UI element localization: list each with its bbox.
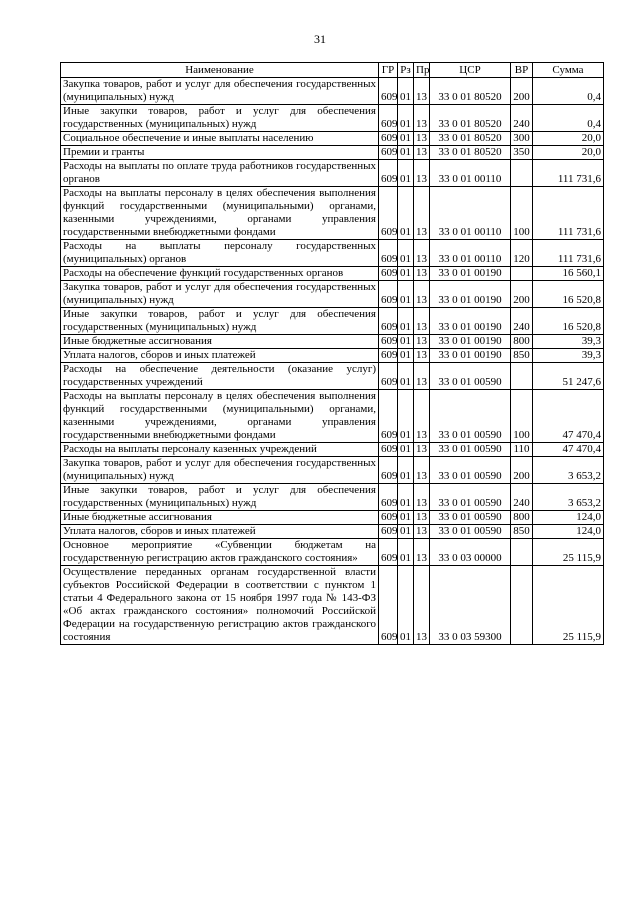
row-rz-cell: 01 xyxy=(398,308,414,335)
row-vr-cell: 200 xyxy=(511,281,533,308)
row-sum-cell: 20,0 xyxy=(533,146,604,160)
row-name-cell: Осуществление переданных органам государственной власти субъектов Российской Федерации в соответствии с пунктом 1 статьи 4 Федерального закона от 15 ноября 1997 года № 143-ФЗ «Об актах гражданского состояния» полномочий Российской Федерации на государственную регистрацию актов гражданского состояния xyxy=(61,566,379,645)
row-pr-cell: 13 xyxy=(414,160,430,187)
row-pr-cell: 13 xyxy=(414,187,430,240)
row-gr-cell: 609 xyxy=(379,281,398,308)
row-csr-cell: 33 0 01 00110 xyxy=(430,160,511,187)
page-number: 31 xyxy=(314,32,326,46)
row-pr-cell: 13 xyxy=(414,457,430,484)
row-csr-cell: 33 0 01 00590 xyxy=(430,390,511,443)
row-rz-cell: 01 xyxy=(398,187,414,240)
row-rz-cell: 01 xyxy=(398,363,414,390)
row-csr-cell: 33 0 03 00000 xyxy=(430,539,511,566)
row-csr-cell: 33 0 01 00590 xyxy=(430,484,511,511)
row-rz-cell: 01 xyxy=(398,390,414,443)
row-name-cell: Расходы на выплаты по оплате труда работников государственных органов xyxy=(61,160,379,187)
row-rz-cell: 01 xyxy=(398,105,414,132)
row-vr-cell: 850 xyxy=(511,525,533,539)
row-gr-cell: 609 xyxy=(379,511,398,525)
row-csr-cell: 33 0 01 00110 xyxy=(430,240,511,267)
header-row xyxy=(61,63,604,78)
row-sum-cell: 111 731,6 xyxy=(533,240,604,267)
row-gr-cell: 609 xyxy=(379,335,398,349)
row-sum-cell: 3 653,2 xyxy=(533,457,604,484)
row-csr-cell: 33 0 03 59300 xyxy=(430,566,511,645)
row-name-cell: Расходы на выплаты персоналу в целях обеспечения выполнения функций государственными (муниципальными) органами, казенными учреждениями, органами управления государственными внебюджетными фондами xyxy=(61,390,379,443)
row-vr-cell: 240 xyxy=(511,105,533,132)
row-sum-cell: 0,4 xyxy=(533,78,604,105)
row-gr-cell: 609 xyxy=(379,132,398,146)
row-vr-cell: 350 xyxy=(511,146,533,160)
row-sum-cell: 51 247,6 xyxy=(533,363,604,390)
row-vr-cell xyxy=(511,539,533,566)
row-sum-cell: 16 520,8 xyxy=(533,281,604,308)
row-csr-cell: 33 0 01 80520 xyxy=(430,132,511,146)
row-sum-cell: 25 115,9 xyxy=(533,539,604,566)
row-rz-cell: 01 xyxy=(398,511,414,525)
row-vr-cell xyxy=(511,363,533,390)
row-csr-cell: 33 0 01 00190 xyxy=(430,308,511,335)
row-csr-cell: 33 0 01 00590 xyxy=(430,363,511,390)
row-gr-cell: 609 xyxy=(379,308,398,335)
row-sum-cell: 39,3 xyxy=(533,335,604,349)
row-gr-cell: 609 xyxy=(379,525,398,539)
table-row xyxy=(61,511,604,525)
row-vr-cell xyxy=(511,566,533,645)
row-rz-cell: 01 xyxy=(398,457,414,484)
row-pr-cell: 13 xyxy=(414,511,430,525)
table-row xyxy=(61,146,604,160)
row-csr-cell: 33 0 01 00190 xyxy=(430,267,511,281)
row-sum-cell: 47 470,4 xyxy=(533,390,604,443)
row-name-cell: Иные закупки товаров, работ и услуг для обеспечения государственных (муниципальных) нужд xyxy=(61,484,379,511)
row-rz-cell: 01 xyxy=(398,160,414,187)
row-sum-cell: 47 470,4 xyxy=(533,443,604,457)
table-row xyxy=(61,240,604,267)
row-vr-cell: 100 xyxy=(511,390,533,443)
row-rz-cell: 01 xyxy=(398,349,414,363)
row-rz-cell: 01 xyxy=(398,132,414,146)
row-pr-cell: 13 xyxy=(414,525,430,539)
row-vr-cell: 850 xyxy=(511,349,533,363)
row-pr-cell: 13 xyxy=(414,390,430,443)
row-csr-cell: 33 0 01 00590 xyxy=(430,443,511,457)
row-pr-cell: 13 xyxy=(414,349,430,363)
row-name-cell: Иные закупки товаров, работ и услуг для обеспечения государственных (муниципальных) нужд xyxy=(61,308,379,335)
row-sum-cell: 39,3 xyxy=(533,349,604,363)
header-gr: ГР xyxy=(379,63,398,78)
row-rz-cell: 01 xyxy=(398,443,414,457)
row-name-cell: Закупка товаров, работ и услуг для обеспечения государственных (муниципальных) нужд xyxy=(61,457,379,484)
header-csr: ЦСР xyxy=(430,63,511,78)
row-rz-cell: 01 xyxy=(398,240,414,267)
row-name-cell: Иные бюджетные ассигнования xyxy=(61,511,379,525)
row-name-cell: Иные закупки товаров, работ и услуг для обеспечения государственных (муниципальных) нужд xyxy=(61,105,379,132)
row-sum-cell: 20,0 xyxy=(533,132,604,146)
table-row xyxy=(61,281,604,308)
header-pr: Пр xyxy=(414,63,430,78)
row-gr-cell: 609 xyxy=(379,363,398,390)
row-vr-cell: 800 xyxy=(511,335,533,349)
row-name-cell: Уплата налогов, сборов и иных платежей xyxy=(61,525,379,539)
row-pr-cell: 13 xyxy=(414,105,430,132)
table-row xyxy=(61,105,604,132)
table-body xyxy=(61,78,604,645)
row-pr-cell: 13 xyxy=(414,78,430,105)
row-csr-cell: 33 0 01 80520 xyxy=(430,78,511,105)
row-rz-cell: 01 xyxy=(398,78,414,105)
row-gr-cell: 609 xyxy=(379,390,398,443)
row-gr-cell: 609 xyxy=(379,484,398,511)
row-vr-cell: 200 xyxy=(511,78,533,105)
row-csr-cell: 33 0 01 00590 xyxy=(430,525,511,539)
header-rz: Рз xyxy=(398,63,414,78)
row-vr-cell: 110 xyxy=(511,443,533,457)
row-vr-cell: 800 xyxy=(511,511,533,525)
row-name-cell: Расходы на обеспечение функций государственных органов xyxy=(61,267,379,281)
row-sum-cell: 111 731,6 xyxy=(533,160,604,187)
table-row xyxy=(61,390,604,443)
row-vr-cell: 300 xyxy=(511,132,533,146)
row-sum-cell: 25 115,9 xyxy=(533,566,604,645)
row-vr-cell xyxy=(511,267,533,281)
table-row xyxy=(61,457,604,484)
row-pr-cell: 13 xyxy=(414,484,430,511)
row-rz-cell: 01 xyxy=(398,525,414,539)
row-gr-cell: 609 xyxy=(379,105,398,132)
row-pr-cell: 13 xyxy=(414,335,430,349)
header-sum: Сумма xyxy=(533,63,604,78)
row-csr-cell: 33 0 01 00190 xyxy=(430,281,511,308)
table-row xyxy=(61,308,604,335)
row-pr-cell: 13 xyxy=(414,566,430,645)
row-rz-cell: 01 xyxy=(398,146,414,160)
row-name-cell: Социальное обеспечение и иные выплаты населению xyxy=(61,132,379,146)
row-name-cell: Расходы на выплаты персоналу в целях обеспечения выполнения функций государственными (муниципальными) органами, казенными учреждениями, органами управления государственными внебюджетными фондами xyxy=(61,187,379,240)
row-vr-cell: 240 xyxy=(511,484,533,511)
row-pr-cell: 13 xyxy=(414,308,430,335)
row-sum-cell: 0,4 xyxy=(533,105,604,132)
row-csr-cell: 33 0 01 80520 xyxy=(430,105,511,132)
row-gr-cell: 609 xyxy=(379,566,398,645)
row-csr-cell: 33 0 01 00190 xyxy=(430,349,511,363)
row-name-cell: Закупка товаров, работ и услуг для обеспечения государственных (муниципальных) нужд xyxy=(61,281,379,308)
row-gr-cell: 609 xyxy=(379,160,398,187)
row-vr-cell: 200 xyxy=(511,457,533,484)
row-vr-cell: 120 xyxy=(511,240,533,267)
row-pr-cell: 13 xyxy=(414,443,430,457)
row-rz-cell: 01 xyxy=(398,281,414,308)
header-name: Наименование xyxy=(61,63,379,78)
table-row xyxy=(61,132,604,146)
row-name-cell: Расходы на выплаты персоналу казенных учреждений xyxy=(61,443,379,457)
table-row xyxy=(61,349,604,363)
row-pr-cell: 13 xyxy=(414,240,430,267)
row-sum-cell: 124,0 xyxy=(533,511,604,525)
row-name-cell: Расходы на обеспечение деятельности (оказание услуг) государственных учреждений xyxy=(61,363,379,390)
row-gr-cell: 609 xyxy=(379,457,398,484)
row-gr-cell: 609 xyxy=(379,443,398,457)
row-pr-cell: 13 xyxy=(414,363,430,390)
row-csr-cell: 33 0 01 00590 xyxy=(430,457,511,484)
row-sum-cell: 111 731,6 xyxy=(533,187,604,240)
table-row xyxy=(61,525,604,539)
table-row xyxy=(61,363,604,390)
row-csr-cell: 33 0 01 00110 xyxy=(430,187,511,240)
row-vr-cell: 100 xyxy=(511,187,533,240)
table-row xyxy=(61,335,604,349)
row-csr-cell: 33 0 01 00590 xyxy=(430,511,511,525)
row-rz-cell: 01 xyxy=(398,335,414,349)
row-gr-cell: 609 xyxy=(379,146,398,160)
table-row xyxy=(61,443,604,457)
row-csr-cell: 33 0 01 00190 xyxy=(430,335,511,349)
row-gr-cell: 609 xyxy=(379,240,398,267)
row-rz-cell: 01 xyxy=(398,539,414,566)
table-row xyxy=(61,160,604,187)
row-vr-cell: 240 xyxy=(511,308,533,335)
row-rz-cell: 01 xyxy=(398,484,414,511)
table-header xyxy=(61,63,604,78)
row-name-cell: Уплата налогов, сборов и иных платежей xyxy=(61,349,379,363)
row-gr-cell: 609 xyxy=(379,349,398,363)
row-sum-cell: 16 520,8 xyxy=(533,308,604,335)
row-pr-cell: 13 xyxy=(414,267,430,281)
row-name-cell: Закупка товаров, работ и услуг для обеспечения государственных (муниципальных) нужд xyxy=(61,78,379,105)
row-rz-cell: 01 xyxy=(398,267,414,281)
table-row xyxy=(61,539,604,566)
table-row xyxy=(61,566,604,645)
row-pr-cell: 13 xyxy=(414,539,430,566)
row-sum-cell: 16 560,1 xyxy=(533,267,604,281)
table-row xyxy=(61,78,604,105)
row-name-cell: Расходы на выплаты персоналу государственных (муниципальных) органов xyxy=(61,240,379,267)
row-name-cell: Иные бюджетные ассигнования xyxy=(61,335,379,349)
row-pr-cell: 13 xyxy=(414,132,430,146)
row-gr-cell: 609 xyxy=(379,78,398,105)
table-row xyxy=(61,267,604,281)
header-vr: ВР xyxy=(511,63,533,78)
row-name-cell: Основное мероприятие «Субвенции бюджетам на государственную регистрацию актов гражданского состояния» xyxy=(61,539,379,566)
row-gr-cell: 609 xyxy=(379,187,398,240)
row-pr-cell: 13 xyxy=(414,146,430,160)
row-sum-cell: 124,0 xyxy=(533,525,604,539)
budget-table xyxy=(60,62,604,645)
row-sum-cell: 3 653,2 xyxy=(533,484,604,511)
row-rz-cell: 01 xyxy=(398,566,414,645)
table-row xyxy=(61,484,604,511)
row-gr-cell: 609 xyxy=(379,267,398,281)
table-row xyxy=(61,187,604,240)
row-pr-cell: 13 xyxy=(414,281,430,308)
row-gr-cell: 609 xyxy=(379,539,398,566)
row-csr-cell: 33 0 01 80520 xyxy=(430,146,511,160)
row-vr-cell xyxy=(511,160,533,187)
row-name-cell: Премии и гранты xyxy=(61,146,379,160)
